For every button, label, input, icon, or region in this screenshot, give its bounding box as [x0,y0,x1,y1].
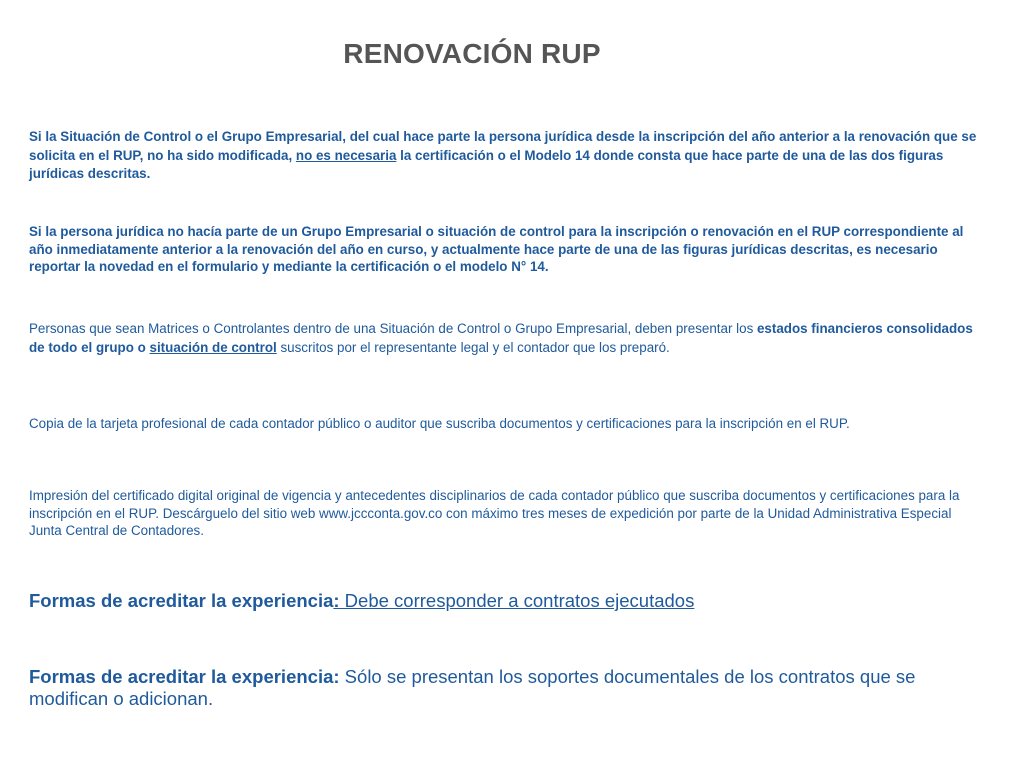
p3-text-c: suscritos por el representante legal y el contador que los preparó. [276,339,670,355]
p1-text-a: Si la Situación de Control o el Grupo Empresarial, del cual hace parte la persona jurídica desde la inscripción del año anterior a la renovación que se solicita en el RUP, no ha sido modificada, [29,129,977,163]
paragraph-professional-card: Copia de la tarjeta profesional de cada contador público o auditor que suscriba documentos y certificaciones para la inscripción en el RUP. [29,416,850,431]
h1-colon: : [333,590,340,611]
h1-label: Formas de acreditar la experiencia [29,590,334,611]
slide-title: RENOVACIÓN RUP [343,38,601,69]
paragraph-new-group: Si la persona jurídica no hacía parte de un Grupo Empresarial o situación de control para la inscripción o renovación en el RUP correspondiente al año inmediatamente anterior a la renovación del año en curso, y actualmente hace parte de una de las figuras jurídicas descritas, es necesario reportar la novedad en el formulario y mediante la certificación o el modelo N° 14. [29,224,964,274]
paragraph-control-situation [29,128,979,184]
p3-text-a: Personas que sean Matrices o Controlantes dentro de una Situación de Control o Grupo Empresarial, deben presentar los [29,321,757,336]
h2-label: Formas de acreditar la experiencia: [29,666,340,687]
p3-bold: estados financieros consolidados de todo el grupo o [29,321,973,355]
p3-bold-underlined: situación de control [149,339,277,355]
h2-rest: Sólo se presentan los soportes documentales de los contratos que se modifican o adicionan. [29,666,916,709]
experience-heading-1 [29,590,989,612]
h1-rest: Debe corresponder a contratos ejecutados [339,590,695,611]
paragraph-consolidated-statements [29,320,979,357]
paragraph-certificate: Impresión del certificado digital original de vigencia y antecedentes disciplinarios de cada contador público que suscriba documentos y certificaciones para la inscripción en el RUP. Descárguelo del sitio web www.jccconta.gov.co con máximo tres meses de expedición por parte de la Unidad Administrativa Especial Junta Central de Contadores. [29,488,960,538]
p1-underlined: no es necesaria [295,147,397,163]
p1-text-b: la certificación o el Modelo 14 donde consta que hace parte de una de las dos figuras jurídicas descritas. [29,147,944,181]
experience-heading-2 [29,666,989,710]
